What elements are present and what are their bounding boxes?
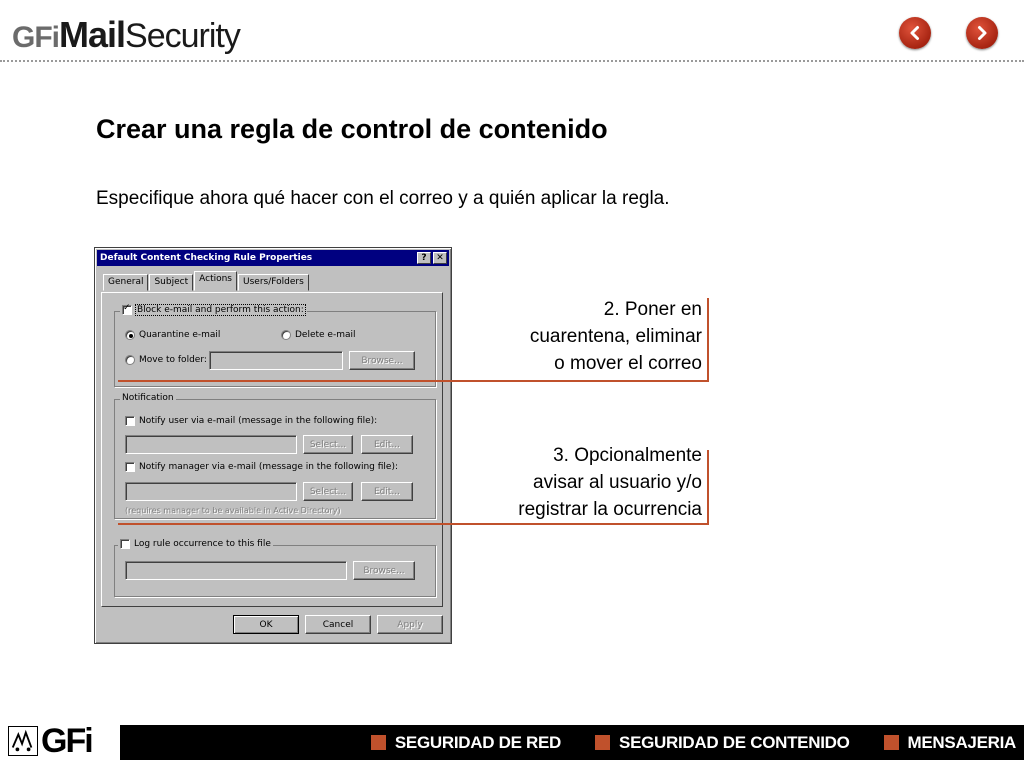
callout-2-horizontal-line xyxy=(118,380,709,382)
footer-logo-text: GFi xyxy=(41,722,92,760)
quarantine-radio[interactable] xyxy=(125,330,220,340)
move-browse-button[interactable]: Browse... xyxy=(349,351,415,370)
log-checkbox-label: Log rule occurrence to this file xyxy=(134,539,271,549)
log-checkbox[interactable] xyxy=(118,539,273,549)
notify-manager-select-button[interactable]: Select... xyxy=(303,482,353,501)
orange-square-icon xyxy=(371,735,386,750)
help-button[interactable]: ? xyxy=(417,252,431,264)
callout-step-2-line-2: cuarentena, eliminar xyxy=(529,326,702,347)
log-checkbox-box[interactable] xyxy=(120,539,130,549)
footer-item-seguridad-de-red[interactable] xyxy=(371,733,561,753)
logo-security-text: Security xyxy=(125,17,240,55)
block-checkbox-box[interactable] xyxy=(122,305,132,315)
notify-user-checkbox[interactable] xyxy=(125,416,377,426)
active-directory-hint: (requires manager to be available in Active Directory) xyxy=(125,506,341,515)
delete-radio[interactable] xyxy=(281,330,356,340)
callout-step-3-line-3: registrar la ocurrencia xyxy=(518,499,702,520)
tab-users-folders[interactable]: Users/Folders xyxy=(238,274,309,291)
slide-subtitle: Especifique ahora qué hacer con el correo y a quién aplicar la regla. xyxy=(96,188,670,209)
callout-3-vertical-line xyxy=(707,450,709,525)
delete-radio-button[interactable] xyxy=(281,330,291,340)
next-slide-button[interactable] xyxy=(966,17,998,49)
notify-user-select-button[interactable]: Select... xyxy=(303,435,353,454)
log-file-field[interactable] xyxy=(125,561,347,580)
tab-actions[interactable]: Actions xyxy=(194,271,237,291)
chevron-right-icon xyxy=(974,25,990,41)
cancel-button[interactable]: Cancel xyxy=(305,615,371,634)
notification-group-label: Notification xyxy=(122,393,174,403)
block-checkbox-label: Block e-mail and perform this action: xyxy=(137,305,304,315)
notify-user-label: Notify user via e-mail (message in the following file): xyxy=(139,416,378,426)
move-radio-button[interactable] xyxy=(125,355,135,365)
orange-square-icon xyxy=(595,735,610,750)
ok-button[interactable]: OK xyxy=(233,615,299,634)
previous-slide-button[interactable] xyxy=(899,17,931,49)
block-group xyxy=(114,305,436,387)
notification-group xyxy=(114,393,436,519)
callout-step-2 xyxy=(470,296,702,377)
notify-manager-checkbox-box[interactable] xyxy=(125,462,135,472)
notify-user-file-field[interactable] xyxy=(125,435,297,454)
log-group xyxy=(114,539,436,597)
apply-button[interactable]: Apply xyxy=(377,615,443,634)
dialog-titlebar xyxy=(97,250,449,266)
gfi-mailsecurity-logo xyxy=(12,14,240,58)
tab-subject[interactable]: Subject xyxy=(149,274,193,291)
callout-2-vertical-line xyxy=(707,298,709,382)
move-radio-label: Move to folder: xyxy=(139,355,207,365)
chevron-left-icon xyxy=(907,25,923,41)
log-browse-button[interactable]: Browse... xyxy=(353,561,415,580)
actions-tab-panel xyxy=(101,292,443,607)
footer-bar xyxy=(120,725,1024,760)
logo-mail-text: Mail xyxy=(59,14,126,55)
footer-item-seguridad-de-contenido[interactable] xyxy=(595,733,849,753)
footer-gfi-logo xyxy=(8,724,92,758)
notify-user-checkbox-box[interactable] xyxy=(125,416,135,426)
notify-manager-file-field[interactable] xyxy=(125,482,297,501)
notify-manager-edit-button[interactable]: Edit... xyxy=(361,482,413,501)
notify-user-edit-button[interactable]: Edit... xyxy=(361,435,413,454)
block-checkbox[interactable] xyxy=(120,305,307,315)
footer-item-label: SEGURIDAD DE CONTENIDO xyxy=(619,732,850,752)
footer-item-label: SEGURIDAD DE RED xyxy=(394,732,562,752)
callout-step-3-line-1: 3. Opcionalmente xyxy=(553,445,702,466)
close-button[interactable]: ✕ xyxy=(433,252,447,264)
rule-properties-dialog xyxy=(94,247,452,644)
logo-gfi-text: GFi xyxy=(12,21,59,54)
delete-radio-label: Delete e-mail xyxy=(295,330,356,340)
gfi-mark-icon xyxy=(8,726,38,756)
header-divider xyxy=(0,60,1024,62)
quarantine-radio-button[interactable] xyxy=(125,330,135,340)
orange-square-icon xyxy=(884,735,899,750)
quarantine-radio-label: Quarantine e-mail xyxy=(139,330,221,340)
tab-general[interactable]: General xyxy=(103,274,148,291)
dialog-title: Default Content Checking Rule Properties xyxy=(100,253,313,263)
move-radio[interactable] xyxy=(125,355,207,365)
notify-manager-label: Notify manager via e-mail (message in the following file): xyxy=(139,462,398,472)
move-folder-field[interactable] xyxy=(209,351,343,370)
callout-step-3 xyxy=(470,442,702,523)
notify-manager-checkbox[interactable] xyxy=(125,462,398,472)
footer-item-mensajeria[interactable] xyxy=(884,733,1016,753)
footer-item-label: MENSAJERIA xyxy=(907,732,1016,752)
callout-step-2-line-1: 2. Poner en xyxy=(603,299,702,320)
callout-3-horizontal-line xyxy=(118,523,709,525)
callout-step-3-line-2: avisar al usuario y/o xyxy=(533,472,702,493)
callout-step-2-line-3: o mover el correo xyxy=(554,353,702,374)
slide-title: Crear una regla de control de contenido xyxy=(96,114,608,144)
dialog-tabs xyxy=(103,274,310,291)
